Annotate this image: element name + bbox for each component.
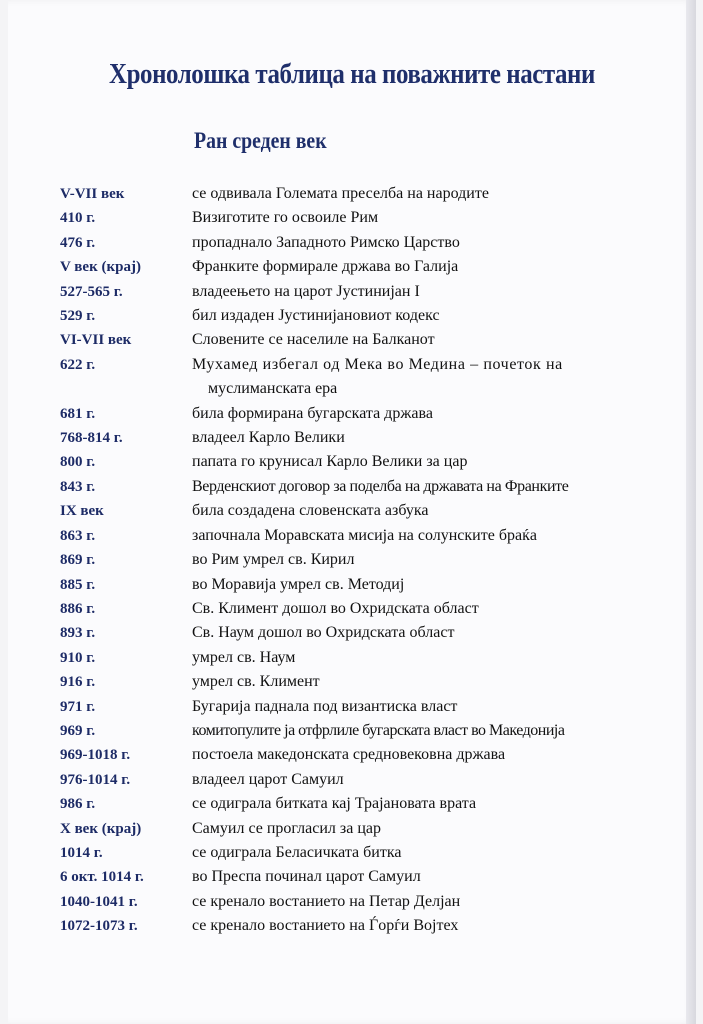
entry-date: X век (крај): [60, 820, 142, 837]
table-row: [60, 695, 660, 719]
table-row: [60, 573, 660, 597]
entry-event: папата го крунисал Карло Велики за цар: [192, 453, 468, 471]
table-row: [60, 743, 660, 767]
entry-date: 916 г.: [60, 674, 96, 691]
entry-date: 893 г.: [60, 625, 96, 642]
table-row: [60, 304, 660, 328]
table-row: [60, 402, 660, 426]
entry-date: 476 г.: [60, 234, 96, 251]
entry-date: 622 г.: [60, 356, 96, 373]
entry-event: Визиготите го освоиле Рим: [192, 209, 379, 227]
entry-date: 527-565 г.: [60, 283, 123, 300]
page-edge-shadow: [686, 0, 696, 1024]
table-row: [60, 328, 660, 352]
table-row: [60, 768, 660, 792]
entry-date: 410 г.: [60, 210, 96, 227]
entry-date: 1014 г.: [60, 844, 103, 861]
entry-event: владеењето на царот Јустинијан I: [192, 282, 420, 300]
entry-event: владеел Карло Велики: [192, 429, 345, 447]
entry-event: Бугарија паднала под византиска власт: [192, 697, 458, 715]
table-row: [60, 499, 660, 523]
table-row: [60, 280, 660, 304]
entry-date: 1072-1073 г.: [60, 918, 138, 935]
entry-event: се одиграла битката кај Трајановата врата: [192, 795, 477, 813]
page-title: Хронолошка таблица на поважните настани: [109, 58, 595, 90]
table-row: [60, 353, 660, 402]
table-row: [60, 206, 660, 230]
table-row: [60, 817, 660, 841]
table-row: [60, 597, 660, 621]
table-row: [60, 231, 660, 255]
entry-date: 863 г.: [60, 527, 96, 544]
entry-date: 910 г.: [60, 649, 96, 666]
entry-event: Верденскиот договор за поделба на државата на Франките: [192, 477, 569, 495]
table-row: [60, 865, 660, 889]
entry-date: 969 г.: [60, 722, 96, 739]
entry-date: 869 г.: [60, 552, 96, 569]
table-row: [60, 719, 660, 743]
entry-date: IX век: [60, 503, 104, 520]
table-row: [60, 670, 660, 694]
entry-date: 1040-1041 г.: [60, 893, 138, 910]
entry-date: V-VII век: [60, 186, 125, 202]
entry-event: умрел св. Наум: [192, 648, 296, 666]
entry-date: 971 г.: [60, 698, 96, 715]
table-row: [60, 426, 660, 450]
table-row: [60, 548, 660, 572]
entry-event-line: Мухамед избегал од Мека во Медина – почеток на: [192, 355, 563, 373]
section-heading: Ран среден век: [194, 128, 327, 153]
entry-event: Св. Наум дошол во Охридската област: [192, 624, 455, 642]
entry-event: во Рим умрел св. Кирил: [192, 551, 355, 569]
entry-event: се одиграла Беласичката битка: [192, 843, 402, 861]
table-row: [60, 890, 660, 914]
entry-date: 681 г.: [60, 405, 96, 422]
entry-event: постоела македонската средновековна држава: [192, 746, 506, 764]
entry-event: Словените се населиле на Балканот: [192, 331, 435, 349]
entry-event: [192, 353, 660, 402]
entry-event: била создадена словенската азбука: [192, 502, 429, 520]
entry-date: 6 окт. 1014 г.: [60, 869, 144, 886]
table-row: [60, 646, 660, 670]
entry-event: Самуил се прогласил за цар: [192, 819, 381, 837]
document-page: [8, 0, 696, 1024]
entry-event: била формирана бугарската држава: [192, 404, 433, 422]
entry-date: VI-VII век: [60, 332, 132, 349]
entry-date: 986 г.: [60, 796, 96, 813]
entry-date: 885 г.: [60, 576, 96, 593]
entry-event: Св. Климент дошол во Охридската област: [192, 599, 479, 617]
entry-date: 976-1014 г.: [60, 771, 131, 788]
table-row: [60, 524, 660, 548]
entry-event: се кренало востанието на Ѓорѓи Војтех: [192, 917, 459, 935]
entry-date: 969-1018 г.: [60, 747, 131, 764]
table-row: [60, 255, 660, 279]
entry-event: пропаднало Западното Римско Царство: [192, 233, 460, 251]
table-row: [60, 475, 660, 499]
entry-event: бил издаден Јустинијановиот кодекс: [192, 307, 440, 325]
table-row: [60, 621, 660, 645]
entry-event: во Преспа починал царот Самуил: [192, 868, 421, 886]
entry-event: владеел царот Самуил: [192, 770, 344, 788]
table-row: [60, 182, 660, 206]
entry-event: умрел св. Климент: [192, 673, 320, 691]
entry-event-continuation: муслиманската ера: [208, 380, 338, 398]
table-row: [60, 792, 660, 816]
table-row: [60, 841, 660, 865]
chronology-table: [60, 182, 660, 939]
entry-date: V век (крај): [60, 259, 141, 276]
entry-date: 800 г.: [60, 454, 96, 471]
table-row: [60, 450, 660, 474]
table-row: [60, 914, 660, 938]
entry-event: се одвивала Големата преселба на народите: [192, 185, 489, 202]
entry-date: 768-814 г.: [60, 430, 123, 447]
entry-date: 886 г.: [60, 600, 96, 617]
entry-event: комитопулите ја отфрлиле бугарската власт во Македонија: [192, 721, 565, 739]
entry-event: започнала Моравската мисија на солунските браќа: [192, 526, 537, 544]
entry-event: во Моравија умрел св. Методиј: [192, 575, 405, 593]
entry-event: Франките формирале држава во Галија: [192, 258, 459, 276]
entry-date: 529 г.: [60, 308, 96, 325]
entry-date: 843 г.: [60, 478, 96, 495]
entry-event: се кренало востанието на Петар Делјан: [192, 892, 461, 910]
